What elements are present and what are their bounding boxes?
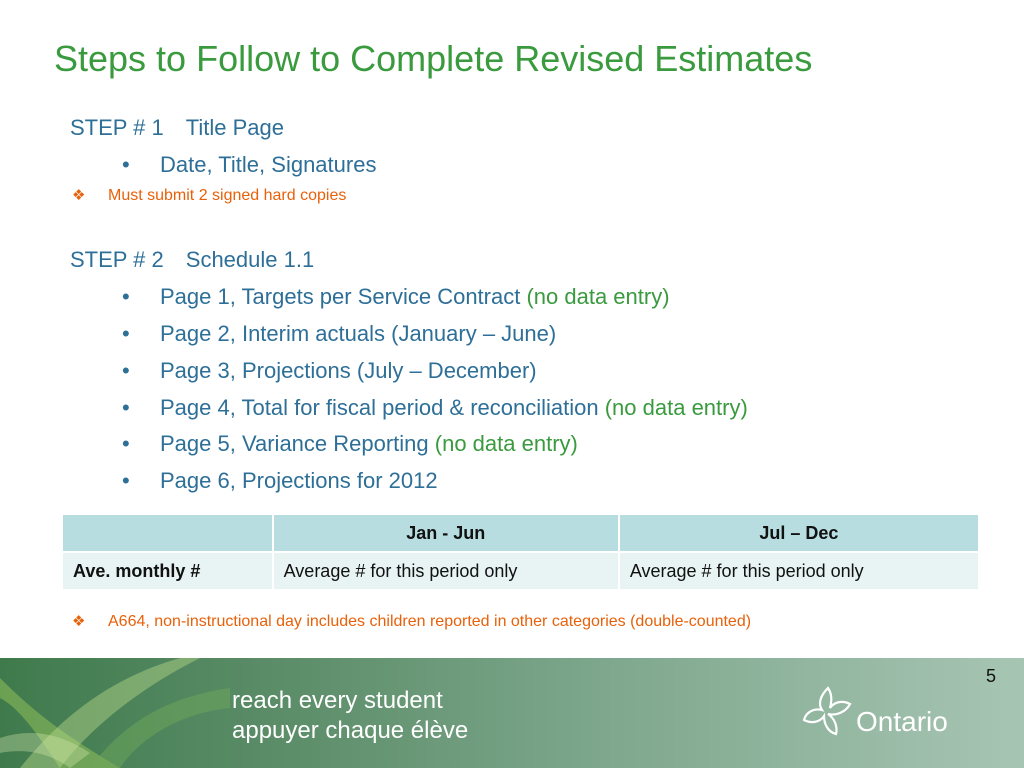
table-header-cell xyxy=(62,514,273,552)
slogan-french: appuyer chaque élève xyxy=(232,717,469,744)
table-cell: Average # for this period only xyxy=(619,552,979,590)
table-header-cell: Jan - Jun xyxy=(273,514,619,552)
bullet-note: (no data entry) xyxy=(604,395,748,420)
bullet-text: Page 6, Projections for 2012 xyxy=(160,468,438,493)
estimates-table xyxy=(61,513,980,591)
bullet-dot-icon: • xyxy=(122,395,130,420)
step-1-name: Title Page xyxy=(185,115,285,140)
footnote xyxy=(72,612,751,631)
table-cell: Average # for this period only xyxy=(273,552,619,590)
diamond-bullet-icon: ❖ xyxy=(72,187,86,204)
footer-banner xyxy=(0,658,1024,768)
step-2-bullet xyxy=(122,431,578,457)
slogan xyxy=(232,686,468,746)
step-2-bullet xyxy=(122,395,748,421)
bullet-note: (no data entry) xyxy=(434,431,578,456)
bullet-dot-icon: • xyxy=(122,358,130,383)
step-2-bullet xyxy=(122,284,670,310)
step-2-bullet xyxy=(122,468,438,494)
slide-title: Steps to Follow to Complete Revised Estimates xyxy=(54,38,813,79)
table-row xyxy=(62,552,979,590)
step-2-name: Schedule 1.1 xyxy=(185,247,315,272)
bullet-text: Page 4, Total for fiscal period & reconciliation xyxy=(160,395,605,420)
table-header-row xyxy=(62,514,979,552)
step-2-label: STEP # 2 xyxy=(70,247,164,272)
ontario-trillium-logo-icon xyxy=(800,682,856,738)
bullet-dot-icon: • xyxy=(122,321,130,346)
bullet-text: Page 5, Variance Reporting xyxy=(160,431,435,456)
bullet-note: (no data entry) xyxy=(526,284,670,309)
bullet-text: Page 1, Targets per Service Contract xyxy=(160,284,527,309)
bullet-dot-icon: • xyxy=(122,468,130,493)
bullet-dot-icon: • xyxy=(122,431,130,456)
step-1-bullet xyxy=(122,152,376,178)
step-2-bullet xyxy=(122,358,537,384)
bullet-text: Page 2, Interim actuals (January – June) xyxy=(160,321,557,346)
ontario-wordmark: Ontario xyxy=(856,706,948,737)
page-number: 5 xyxy=(986,666,997,686)
table-row-header: Ave. monthly # xyxy=(62,552,273,590)
bullet-dot-icon: • xyxy=(122,284,130,309)
bullet-text: Page 3, Projections (July – December) xyxy=(160,358,537,383)
footnote-text: A664, non-instructional day includes children reported in other categories (double-counted) xyxy=(108,613,752,630)
step-2-heading xyxy=(70,247,314,273)
step-1-note xyxy=(72,186,346,205)
note-text: Must submit 2 signed hard copies xyxy=(108,187,347,204)
step-1-label: STEP # 1 xyxy=(70,115,164,140)
step-2-bullet xyxy=(122,321,556,347)
trillium-swoosh-graphic xyxy=(0,658,230,768)
slogan-english: reach every student xyxy=(232,687,443,714)
bullet-dot-icon: • xyxy=(122,152,130,177)
step-1-heading xyxy=(70,115,284,141)
bullet-text: Date, Title, Signatures xyxy=(160,152,377,177)
table-header-cell: Jul – Dec xyxy=(619,514,979,552)
diamond-bullet-icon: ❖ xyxy=(72,613,86,630)
